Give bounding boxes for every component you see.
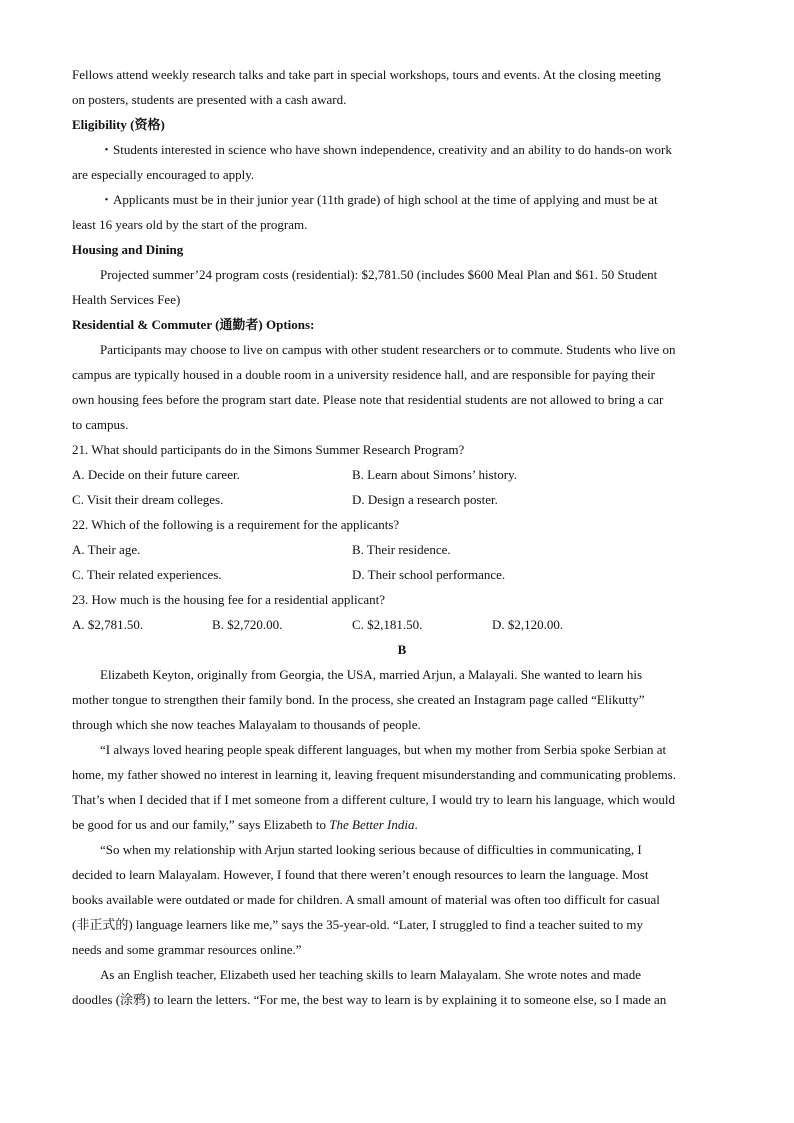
publication-title: The Better India [329, 817, 415, 832]
paragraph-line: Fellows attend weekly research talks and take part in special workshops, tours and events. At the closing meeting [72, 67, 661, 82]
option-b: B. Their residence. [352, 542, 451, 557]
option-c: C. $2,181.50. [352, 617, 423, 632]
option-b: B. Learn about Simons’ history. [352, 467, 518, 482]
housing-heading: Housing and Dining [72, 242, 184, 257]
paragraph-line: Health Services Fee) [72, 292, 181, 307]
question-23-options [72, 612, 732, 637]
paragraph-line: least 16 years old by the start of the program. [72, 217, 308, 232]
paragraph-line: own housing fees before the program start date. Please note that residential students are not allowed to bring a car [72, 392, 664, 407]
text-span: . [414, 817, 418, 832]
paragraph-line: (非正式的) language learners like me,” says the 35-year-old. “Later, I struggled to find a teacher suited to my [72, 917, 644, 932]
paragraph-line: doodles (涂鸦) to learn the letters. “For me, the best way to learn is by explaining it to someone else, so I made an [72, 992, 667, 1007]
paragraph-line: “I always loved hearing people speak different languages, but when my mother from Serbia spoke Serbian at [100, 742, 667, 757]
paragraph-line: decided to learn Malayalam. However, I found that there weren’t enough resources to learn the language. Most [72, 867, 649, 882]
option-d: D. $2,120.00. [492, 617, 564, 632]
question-21-options [72, 487, 732, 512]
paragraph-line: needs and some grammar resources online.” [72, 942, 302, 957]
option-a: A. Their age. [72, 542, 141, 557]
residential-heading: Residential & Commuter (通勤者) Options: [72, 317, 315, 332]
option-c: C. Visit their dream colleges. [72, 492, 224, 507]
section-b-heading: B [397, 642, 407, 657]
option-c: C. Their related experiences. [72, 567, 222, 582]
option-a: A. $2,781.50. [72, 617, 144, 632]
paragraph-line: Projected summer’24 program costs (residential): $2,781.50 (includes $600 Meal Plan and $61. 50 Student [100, 267, 658, 282]
paragraph-line [72, 812, 732, 837]
eligibility-heading: Eligibility (资格) [72, 117, 165, 132]
paragraph-line: ・Students interested in science who have shown independence, creativity and an ability to do hands-on work [100, 142, 672, 157]
option-a: A. Decide on their future career. [72, 467, 240, 482]
paragraph-line: Participants may choose to live on campus with other student researchers or to commute. Students who live on [100, 342, 676, 357]
paragraph-line: That’s when I decided that if I met someone from a different culture, I would try to learn his language, which would [72, 792, 675, 807]
option-d: D. Design a research poster. [352, 492, 498, 507]
option-b: B. $2,720.00. [212, 617, 283, 632]
paragraph-line: books available were outdated or made for children. A small amount of material was often too difficult for casual [72, 892, 660, 907]
option-d: D. Their school performance. [352, 567, 506, 582]
paragraph-line: home, my father showed no interest in learning it, leaving frequent misunderstanding and communicating problems. [72, 767, 676, 782]
paragraph-line: As an English teacher, Elizabeth used her teaching skills to learn Malayalam. She wrote notes and made [100, 967, 641, 982]
paragraph-line: ・Applicants must be in their junior year (11th grade) of high school at the time of applying and must be at [100, 192, 658, 207]
question-21: 21. What should participants do in the Simons Summer Research Program? [72, 442, 465, 457]
paragraph-line: campus are typically housed in a double room in a university residence hall, and are responsible for paying their [72, 367, 656, 382]
question-22: 22. Which of the following is a requirement for the applicants? [72, 517, 400, 532]
document-page [72, 62, 732, 1012]
text-span: be good for us and our family,” says Elizabeth to [72, 817, 330, 832]
question-22-options [72, 537, 732, 562]
paragraph-line: to campus. [72, 417, 129, 432]
paragraph-line: “So when my relationship with Arjun started looking serious because of difficulties in communicating, I [100, 842, 642, 857]
paragraph-line: Elizabeth Keyton, originally from Georgia, the USA, married Arjun, a Malayali. She wanted to learn his [100, 667, 643, 682]
paragraph-line: on posters, students are presented with a cash award. [72, 92, 347, 107]
paragraph-line: are especially encouraged to apply. [72, 167, 255, 182]
question-22-options [72, 562, 732, 587]
question-23: 23. How much is the housing fee for a residential applicant? [72, 592, 385, 607]
paragraph-line: through which she now teaches Malayalam to thousands of people. [72, 717, 421, 732]
paragraph-line: mother tongue to strengthen their family bond. In the process, she created an Instagram page called “Elikutty” [72, 692, 645, 707]
question-21-options [72, 462, 732, 487]
